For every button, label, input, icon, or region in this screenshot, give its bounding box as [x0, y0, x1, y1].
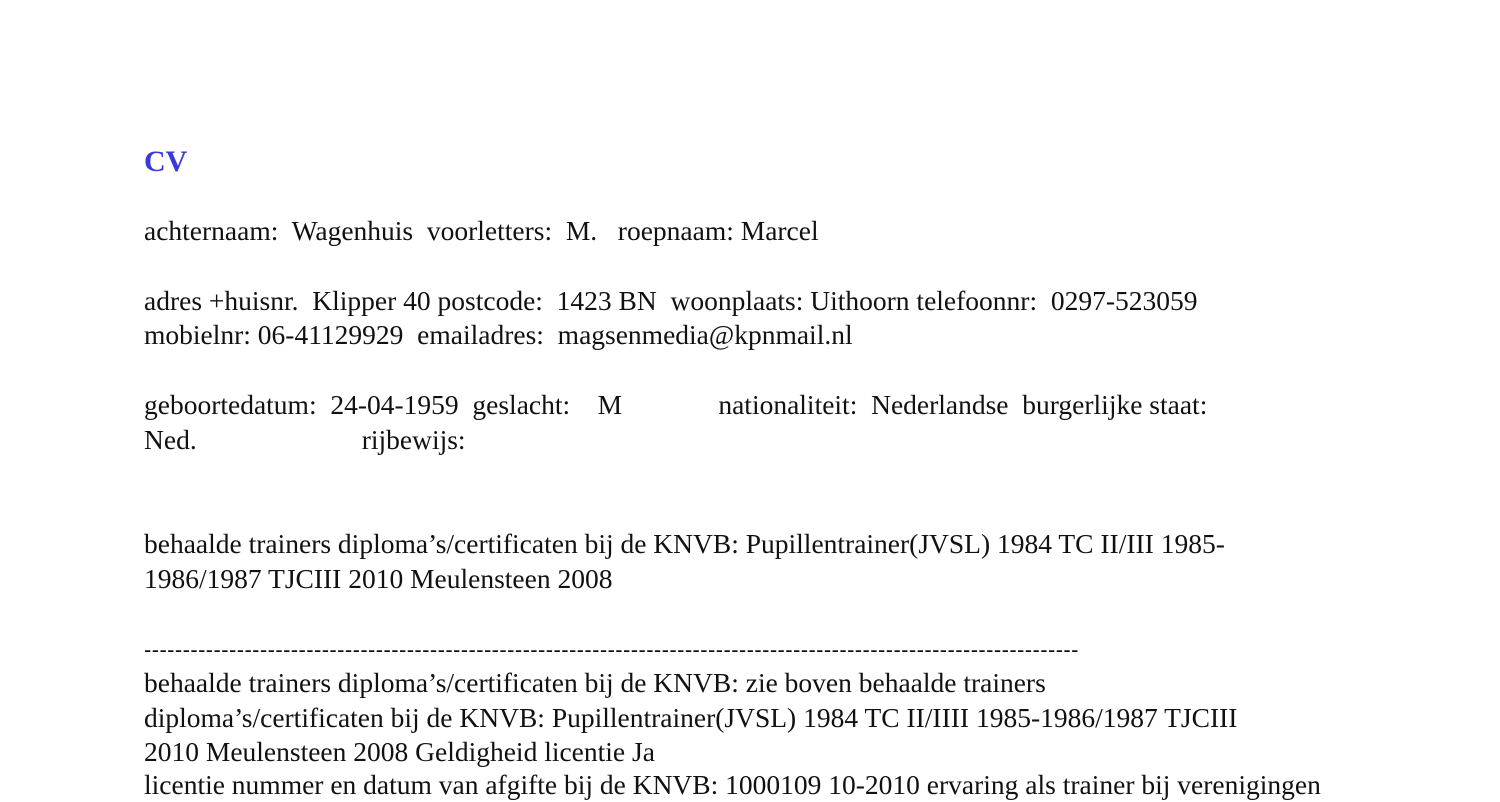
separator-line: -------------------------------------------------------------------------------------------------------------------------	[144, 637, 1079, 662]
cut-off-text: licentie nummer en datum van afgifte bij de KNVB: 1000109 10-2010 ervaring als trainer bij verenigingen	[144, 769, 1321, 800]
contact-line: mobielnr: 06-41129929 emailadres: magsenmedia@kpnmail.nl	[144, 319, 853, 350]
license-validity-line: 2010 Meulensteen 2008 Geldigheid licentie Ja	[144, 736, 655, 767]
address-line: adres +huisnr. Klipper 40 postcode: 1423 BN woonplaats: Uithoorn telefoonnr: 0297-523059	[144, 285, 1198, 316]
personal-details-line: geboortedatum: 24-04-1959 geslacht: M nationaliteit: Nederlandse burgerlijke staat:	[144, 389, 1208, 420]
personal-details-line-2: Ned. rijbewijs:	[144, 424, 466, 455]
diplomas-repeat-line: behaalde trainers diploma’s/certificaten bij de KNVB: zie boven behaalde trainers	[144, 667, 1046, 698]
diplomas-line: behaalde trainers diploma’s/certificaten bij de KNVB: Pupillentrainer(JVSL) 1984 TC II/III 1985-	[144, 528, 1225, 559]
name-line: achternaam: Wagenhuis voorletters: M. roepnaam: Marcel	[144, 215, 819, 246]
diplomas-repeat-line-2: diploma’s/certificaten bij de KNVB: Pupillentrainer(JVSL) 1984 TC II/IIII 1985-1986/1987 TJCIII	[144, 702, 1238, 733]
cut-off-line	[144, 769, 1321, 800]
diplomas-line-2: 1986/1987 TJCIII 2010 Meulensteen 2008	[144, 563, 613, 594]
cv-title: CV	[144, 145, 188, 178]
